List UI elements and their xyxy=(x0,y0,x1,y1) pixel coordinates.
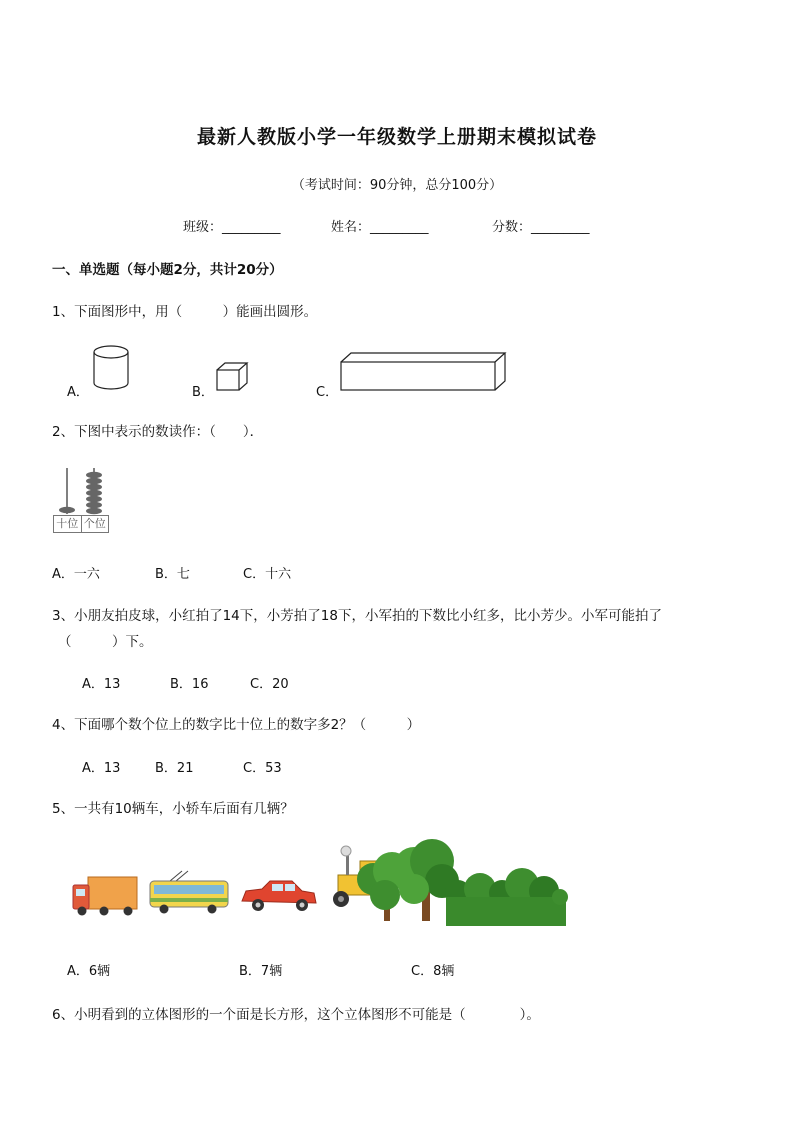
car-icon xyxy=(242,881,316,911)
q3-option-a: A．13 xyxy=(82,677,121,692)
q5-option-b: B．7辆 xyxy=(239,964,283,979)
vehicles-illustration xyxy=(70,845,570,930)
q3-option-b: B．16 xyxy=(170,677,209,692)
question-6: 6、小明看到的立体图形的一个面是长方形，这个立体图形不可能是（ ）。 xyxy=(52,1007,540,1023)
cuboid-figure xyxy=(339,351,507,392)
q1-option-b: B． xyxy=(192,385,214,400)
question-4: 4、下面哪个数个位上的数字比十位上的数字多2？（ ） xyxy=(52,717,421,733)
q2-option-c: C．十六 xyxy=(243,567,292,582)
q1-option-a: A． xyxy=(67,385,89,400)
q5-option-a: A．6辆 xyxy=(67,964,111,979)
q4-option-b: B．21 xyxy=(155,761,194,776)
abacus-place-labels xyxy=(53,515,109,533)
page-title: 最新人教版小学一年级数学上册期末模拟试卷 xyxy=(196,126,597,148)
class-field: 班级：_________ xyxy=(183,220,281,235)
q3-option-c: C．20 xyxy=(250,677,289,692)
question-5: 5、一共有10辆车，小轿车后面有几辆？ xyxy=(52,801,294,817)
q5-option-c: C．8辆 xyxy=(411,964,455,979)
trees-icon xyxy=(357,839,568,926)
q4-option-c: C．53 xyxy=(243,761,282,776)
ones-place-label: 个位 xyxy=(83,517,106,530)
abacus-figure xyxy=(53,466,111,516)
question-2: 2、下图中表示的数读作：（ ）． xyxy=(52,424,264,440)
question-3-line-1: 3、小朋友拍皮球，小红拍了14下，小芳拍了18下，小军拍的下数比小红多，比小芳少。小军可能拍了 xyxy=(52,608,662,624)
cylinder-figure xyxy=(92,345,132,391)
bus-icon xyxy=(150,871,228,914)
q1-option-c: C． xyxy=(316,385,339,400)
q2-option-b: B．七 xyxy=(155,567,190,582)
score-field: 分数：_________ xyxy=(492,220,590,235)
name-field: 姓名：_________ xyxy=(331,220,429,235)
q2-option-a: A．一六 xyxy=(52,567,100,582)
question-1: 1、下面图形中，用（ ）能画出圆形。 xyxy=(52,304,318,320)
exam-subtitle: （考试时间：90分钟，总分100分） xyxy=(291,178,503,193)
tens-place-label: 十位 xyxy=(54,516,82,532)
question-3-line-2: （ ）下。 xyxy=(58,634,153,650)
q4-option-a: A．13 xyxy=(82,761,121,776)
truck-icon xyxy=(73,877,137,916)
cube-figure xyxy=(216,362,250,392)
section-heading: 一、单选题（每小题2分，共计20分） xyxy=(52,262,283,278)
